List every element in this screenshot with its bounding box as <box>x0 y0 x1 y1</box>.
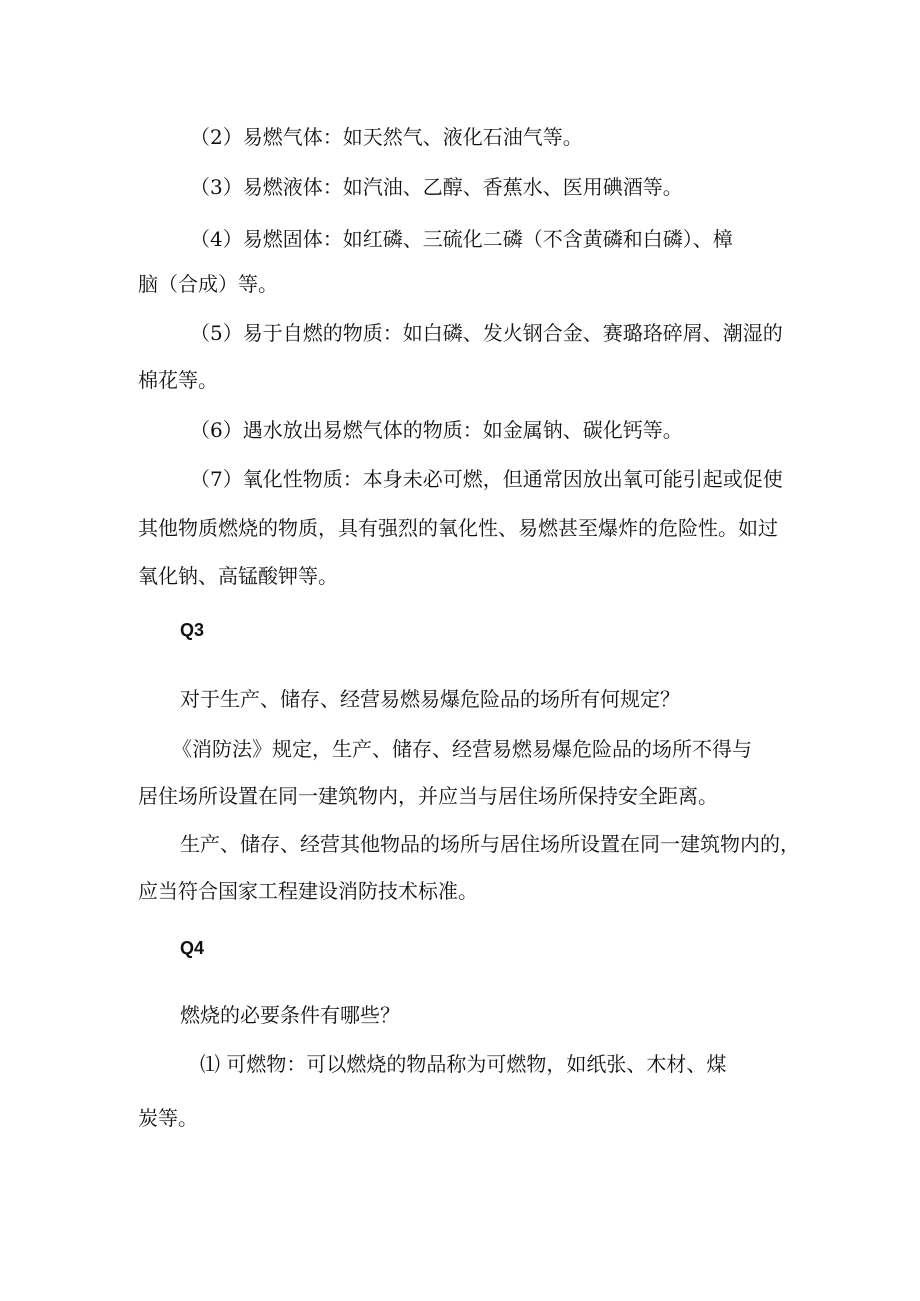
list-item-flammable-gas: （2）易燃气体：如天然气、液化石油气等。 <box>190 125 583 149</box>
q3-answer2-line2: 应当符合国家工程建设消防技术标准。 <box>138 879 478 903</box>
q3-heading: Q3 <box>180 620 205 640</box>
list-item-spontaneous-line1: （5）易于自燃的物质：如白磷、发火钢合金、赛璐珞碎屑、潮湿的 <box>190 321 783 345</box>
q4-heading: Q4 <box>180 938 205 958</box>
q3-answer1-line1: 《消防法》规定，生产、储存、经营易燃易爆危险品的场所不得与 <box>172 737 752 761</box>
q3-question: 对于生产、储存、经营易燃易爆危险品的场所有何规定？ <box>180 687 680 711</box>
q3-answer1-line2: 居住场所设置在同一建筑物内，并应当与居住场所保持安全距离。 <box>138 784 718 808</box>
list-item-flammable-solid-line2: 脑（合成）等。 <box>138 272 278 296</box>
q4-question: 燃烧的必要条件有哪些？ <box>180 1003 400 1027</box>
q4-item1-line2: 炭等。 <box>138 1106 198 1130</box>
list-item-oxidizer-line1: （7）氧化性物质：本身未必可燃，但通常因放出氧可能引起或促使 <box>190 467 783 491</box>
list-item-flammable-liquid: （3）易燃液体：如汽油、乙醇、香蕉水、医用碘酒等。 <box>190 175 683 199</box>
list-item-spontaneous-line2: 棉花等。 <box>138 368 218 392</box>
list-item-oxidizer-line2: 其他物质燃烧的物质，具有强烈的氧化性、易燃甚至爆炸的危险性。如过 <box>138 516 778 540</box>
list-item-water-reactive: （6）遇水放出易燃气体的物质：如金属钠、碳化钙等。 <box>190 418 683 442</box>
q3-answer2-line1: 生产、储存、经营其他物品的场所与居住场所设置在同一建筑物内的， <box>180 832 800 856</box>
q4-item1-line1: ⑴ 可燃物：可以燃烧的物品称为可燃物，如纸张、木材、煤 <box>200 1052 727 1076</box>
list-item-flammable-solid-line1: （4）易燃固体：如红磷、三硫化二磷（不含黄磷和白磷）、樟 <box>190 227 733 251</box>
list-item-oxidizer-line3: 氧化钠、高锰酸钾等。 <box>138 564 338 588</box>
